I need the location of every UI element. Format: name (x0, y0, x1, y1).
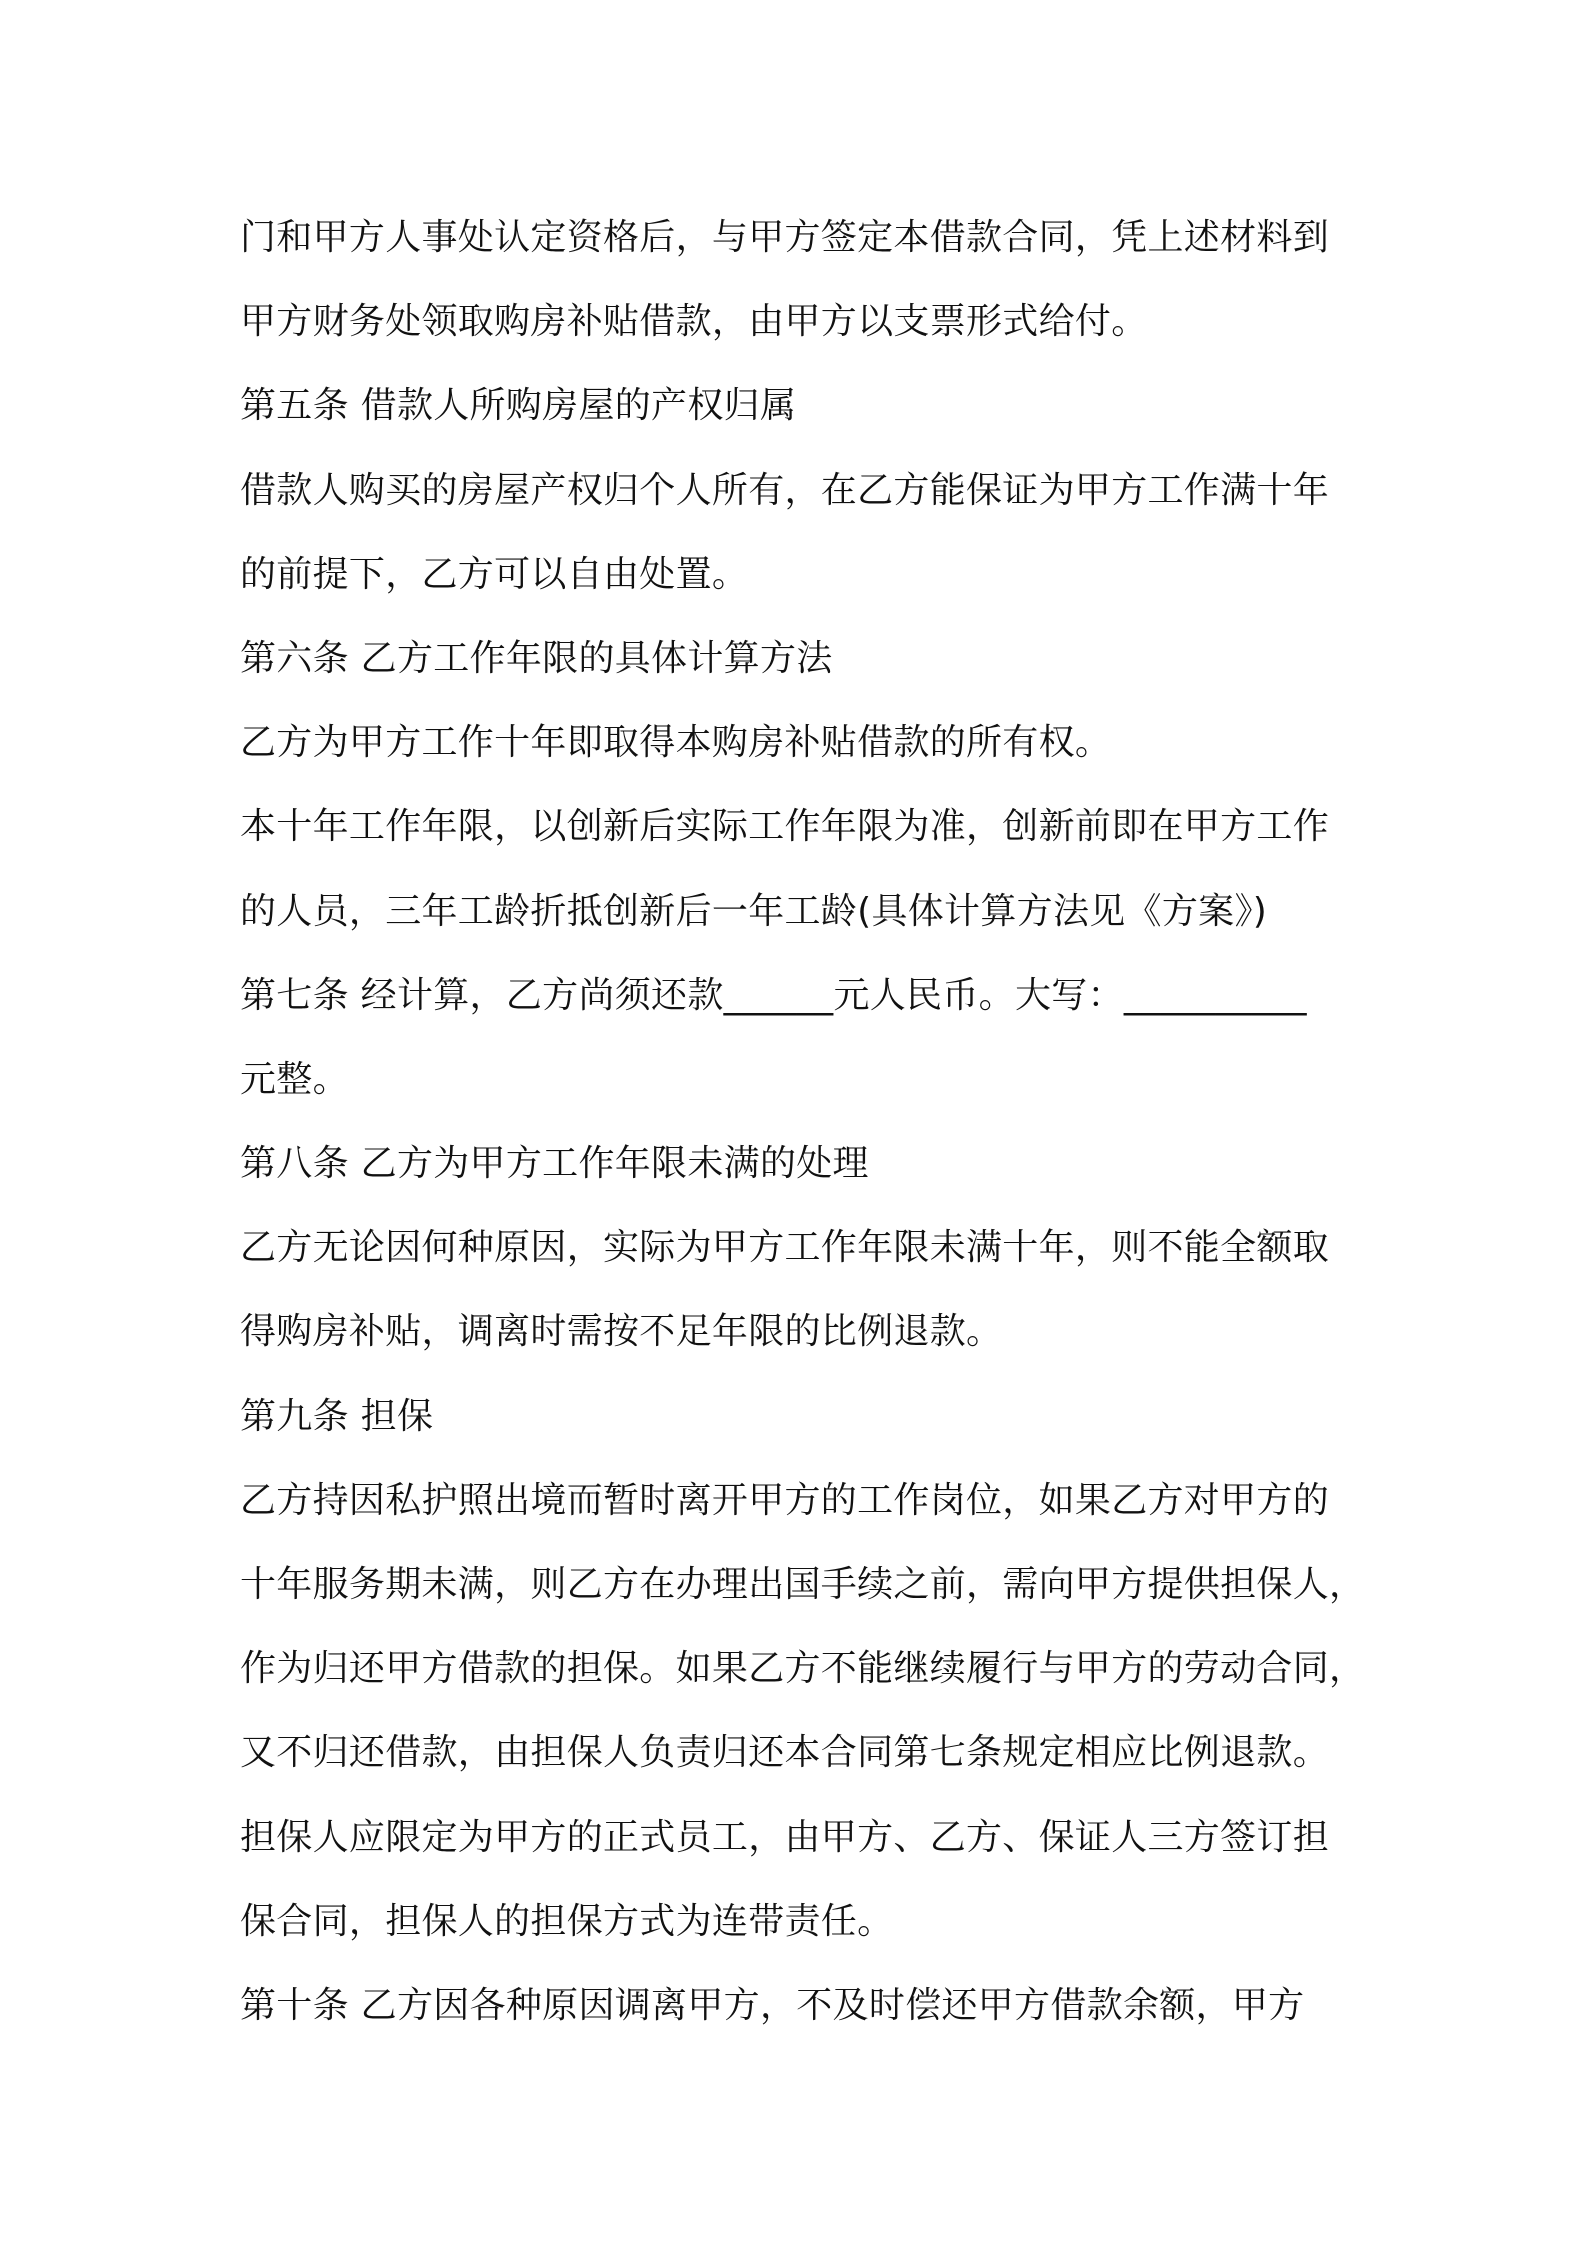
section-heading: 第十条 乙方因各种原因调离甲方，不及时偿还甲方借款余额，甲方 (240, 1984, 1305, 2026)
section-heading: 第五条 借款人所购房屋的产权归属 (240, 385, 797, 427)
section-heading: 第七条 经计算，乙方尚须还款______元人民币。大写：__________ (240, 974, 1307, 1016)
section-heading: 第九条 担保 (240, 1395, 434, 1437)
body-line: 借款人购买的房屋产权归个人所有，在乙方能保证为甲方工作满十年 (240, 469, 1330, 511)
body-line: 又不归还借款，由担保人负责归还本合同第七条规定相应比例退款。 (240, 1732, 1330, 1774)
body-line: 乙方持因私护照出境而暂时离开甲方的工作岗位，如果乙方对甲方的 (240, 1479, 1330, 1521)
section-heading: 第六条 乙方工作年限的具体计算方法 (240, 637, 833, 679)
section-heading: 第八条 乙方为甲方工作年限未满的处理 (240, 1143, 869, 1185)
body-line: 乙方为甲方工作十年即取得本购房补贴借款的所有权。 (240, 722, 1112, 764)
body-line: 的前提下，乙方可以自由处置。 (240, 553, 749, 595)
body-line: 作为归还甲方借款的担保。如果乙方不能继续履行与甲方的劳动合同， (240, 1648, 1366, 1690)
body-line: 门和甲方人事处认定资格后，与甲方签定本借款合同，凭上述材料到 (240, 217, 1330, 258)
body-line: 十年服务期未满，则乙方在办理出国手续之前，需向甲方提供担保人， (240, 1564, 1366, 1605)
body-line: 得购房补贴，调离时需按不足年限的比例退款。 (240, 1311, 1003, 1353)
body-line: 的人员，三年工龄折抵创新后一年工龄(具体计算方法见《方案》) (240, 890, 1268, 932)
body-line: 担保人应限定为甲方的正式员工，由甲方、乙方、保证人三方签订担 (240, 1816, 1330, 1858)
body-line: 本十年工作年限，以创新后实际工作年限为准，创新前即在甲方工作 (240, 806, 1330, 848)
body-line: 元整。 (240, 1058, 349, 1100)
body-line: 甲方财务处领取购房补贴借款，由甲方以支票形式给付。 (240, 301, 1148, 343)
document-body (240, 196, 1366, 2048)
body-line: 保合同，担保人的担保方式为连带责任。 (240, 1900, 894, 1942)
body-line: 乙方无论因何种原因，实际为甲方工作年限未满十年，则不能全额取 (240, 1227, 1330, 1269)
